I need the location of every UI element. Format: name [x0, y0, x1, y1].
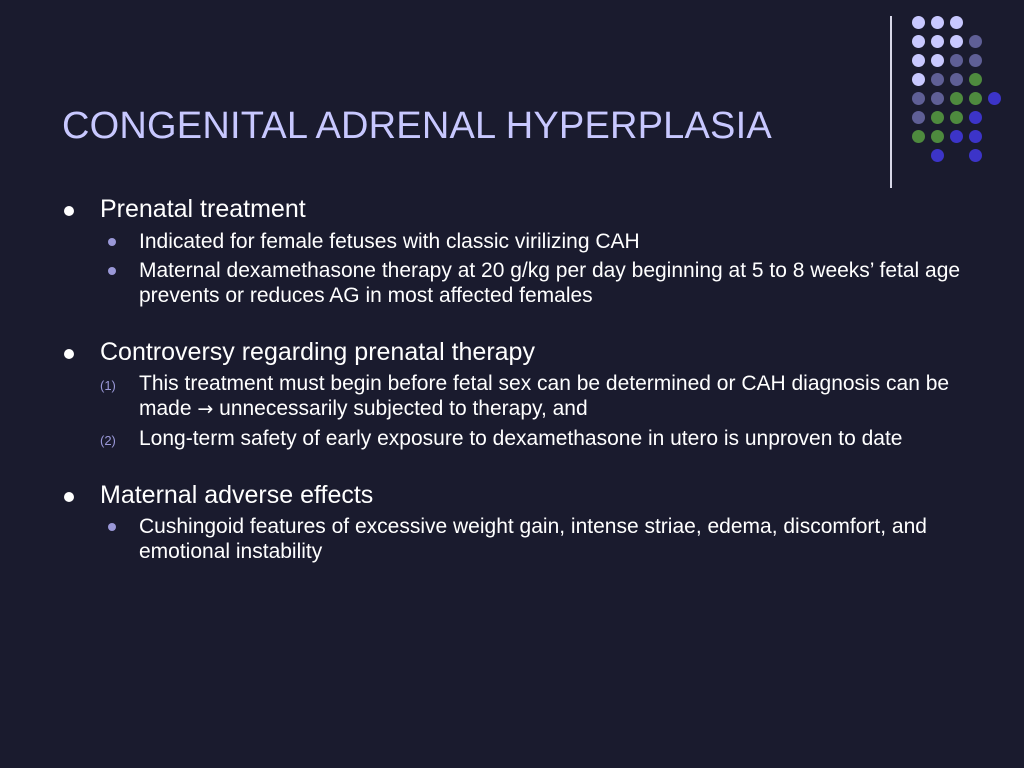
numbered-item — [62, 426, 982, 451]
dot — [950, 92, 963, 105]
dot — [969, 130, 982, 143]
dot — [912, 16, 925, 29]
dot — [912, 92, 925, 105]
dot — [950, 54, 963, 67]
dot — [969, 35, 982, 48]
dot — [969, 111, 982, 124]
bullet-icon — [64, 492, 74, 502]
dot — [931, 35, 944, 48]
sub-bullet-text: Indicated for female fetuses with classic virilizing CAH — [139, 230, 640, 253]
item-text: Long-term safety of early exposure to dexamethasone in utero is unproven to date — [139, 427, 903, 450]
bullet-icon — [64, 206, 74, 216]
bullet-text: Prenatal treatment — [100, 195, 306, 223]
item-number: (1) — [100, 378, 116, 393]
dot — [931, 111, 944, 124]
dot — [969, 92, 982, 105]
item-text-continued: unnecessarily subjected to therapy, and — [219, 397, 588, 420]
dot — [912, 73, 925, 86]
dot — [950, 111, 963, 124]
dot — [931, 16, 944, 29]
dot — [912, 111, 925, 124]
dot — [912, 35, 925, 48]
sub-bullet-icon — [108, 523, 116, 531]
bullet-text: Controversy regarding prenatal therapy — [100, 338, 535, 366]
bullet-maternal-adverse-effects — [62, 481, 982, 510]
bullet-text: Maternal adverse effects — [100, 481, 374, 509]
bullet-controversy — [62, 338, 982, 367]
bullet-prenatal-treatment — [62, 195, 982, 224]
slide-title: CONGENITAL ADRENAL HYPERPLASIA — [62, 105, 772, 147]
dot — [931, 54, 944, 67]
sub-bullet — [62, 258, 982, 308]
dot — [931, 130, 944, 143]
dot — [988, 92, 1001, 105]
sub-bullet-text: Maternal dexamethasone therapy at 20 g/kg per day beginning at 5 to 8 weeks’ fetal age prevents or reduces AG in most affected females — [139, 259, 961, 307]
numbered-item — [62, 371, 982, 422]
dot — [931, 92, 944, 105]
sub-bullet — [62, 514, 982, 564]
dot — [969, 73, 982, 86]
sub-bullet-icon — [108, 238, 116, 246]
sub-bullet-text: Cushingoid features of excessive weight gain, intense striae, edema, discomfort, and emotional instability — [139, 515, 927, 563]
dot — [912, 54, 925, 67]
decorative-dot-grid — [912, 16, 1008, 166]
dot — [969, 54, 982, 67]
dot — [950, 130, 963, 143]
dot — [950, 35, 963, 48]
sub-bullet — [62, 229, 982, 254]
slide-body — [62, 195, 982, 564]
bullet-icon — [64, 349, 74, 359]
sub-bullet-icon — [108, 267, 116, 275]
dot — [950, 16, 963, 29]
item-text: This treatment must begin before fetal sex can be determined or CAH diagnosis can be made — [139, 372, 950, 420]
right-arrow-icon: → — [197, 398, 214, 420]
dot — [969, 149, 982, 162]
dot — [950, 73, 963, 86]
dot — [912, 130, 925, 143]
decorative-divider — [890, 16, 892, 188]
dot — [931, 149, 944, 162]
dot — [931, 73, 944, 86]
item-number: (2) — [100, 433, 116, 448]
